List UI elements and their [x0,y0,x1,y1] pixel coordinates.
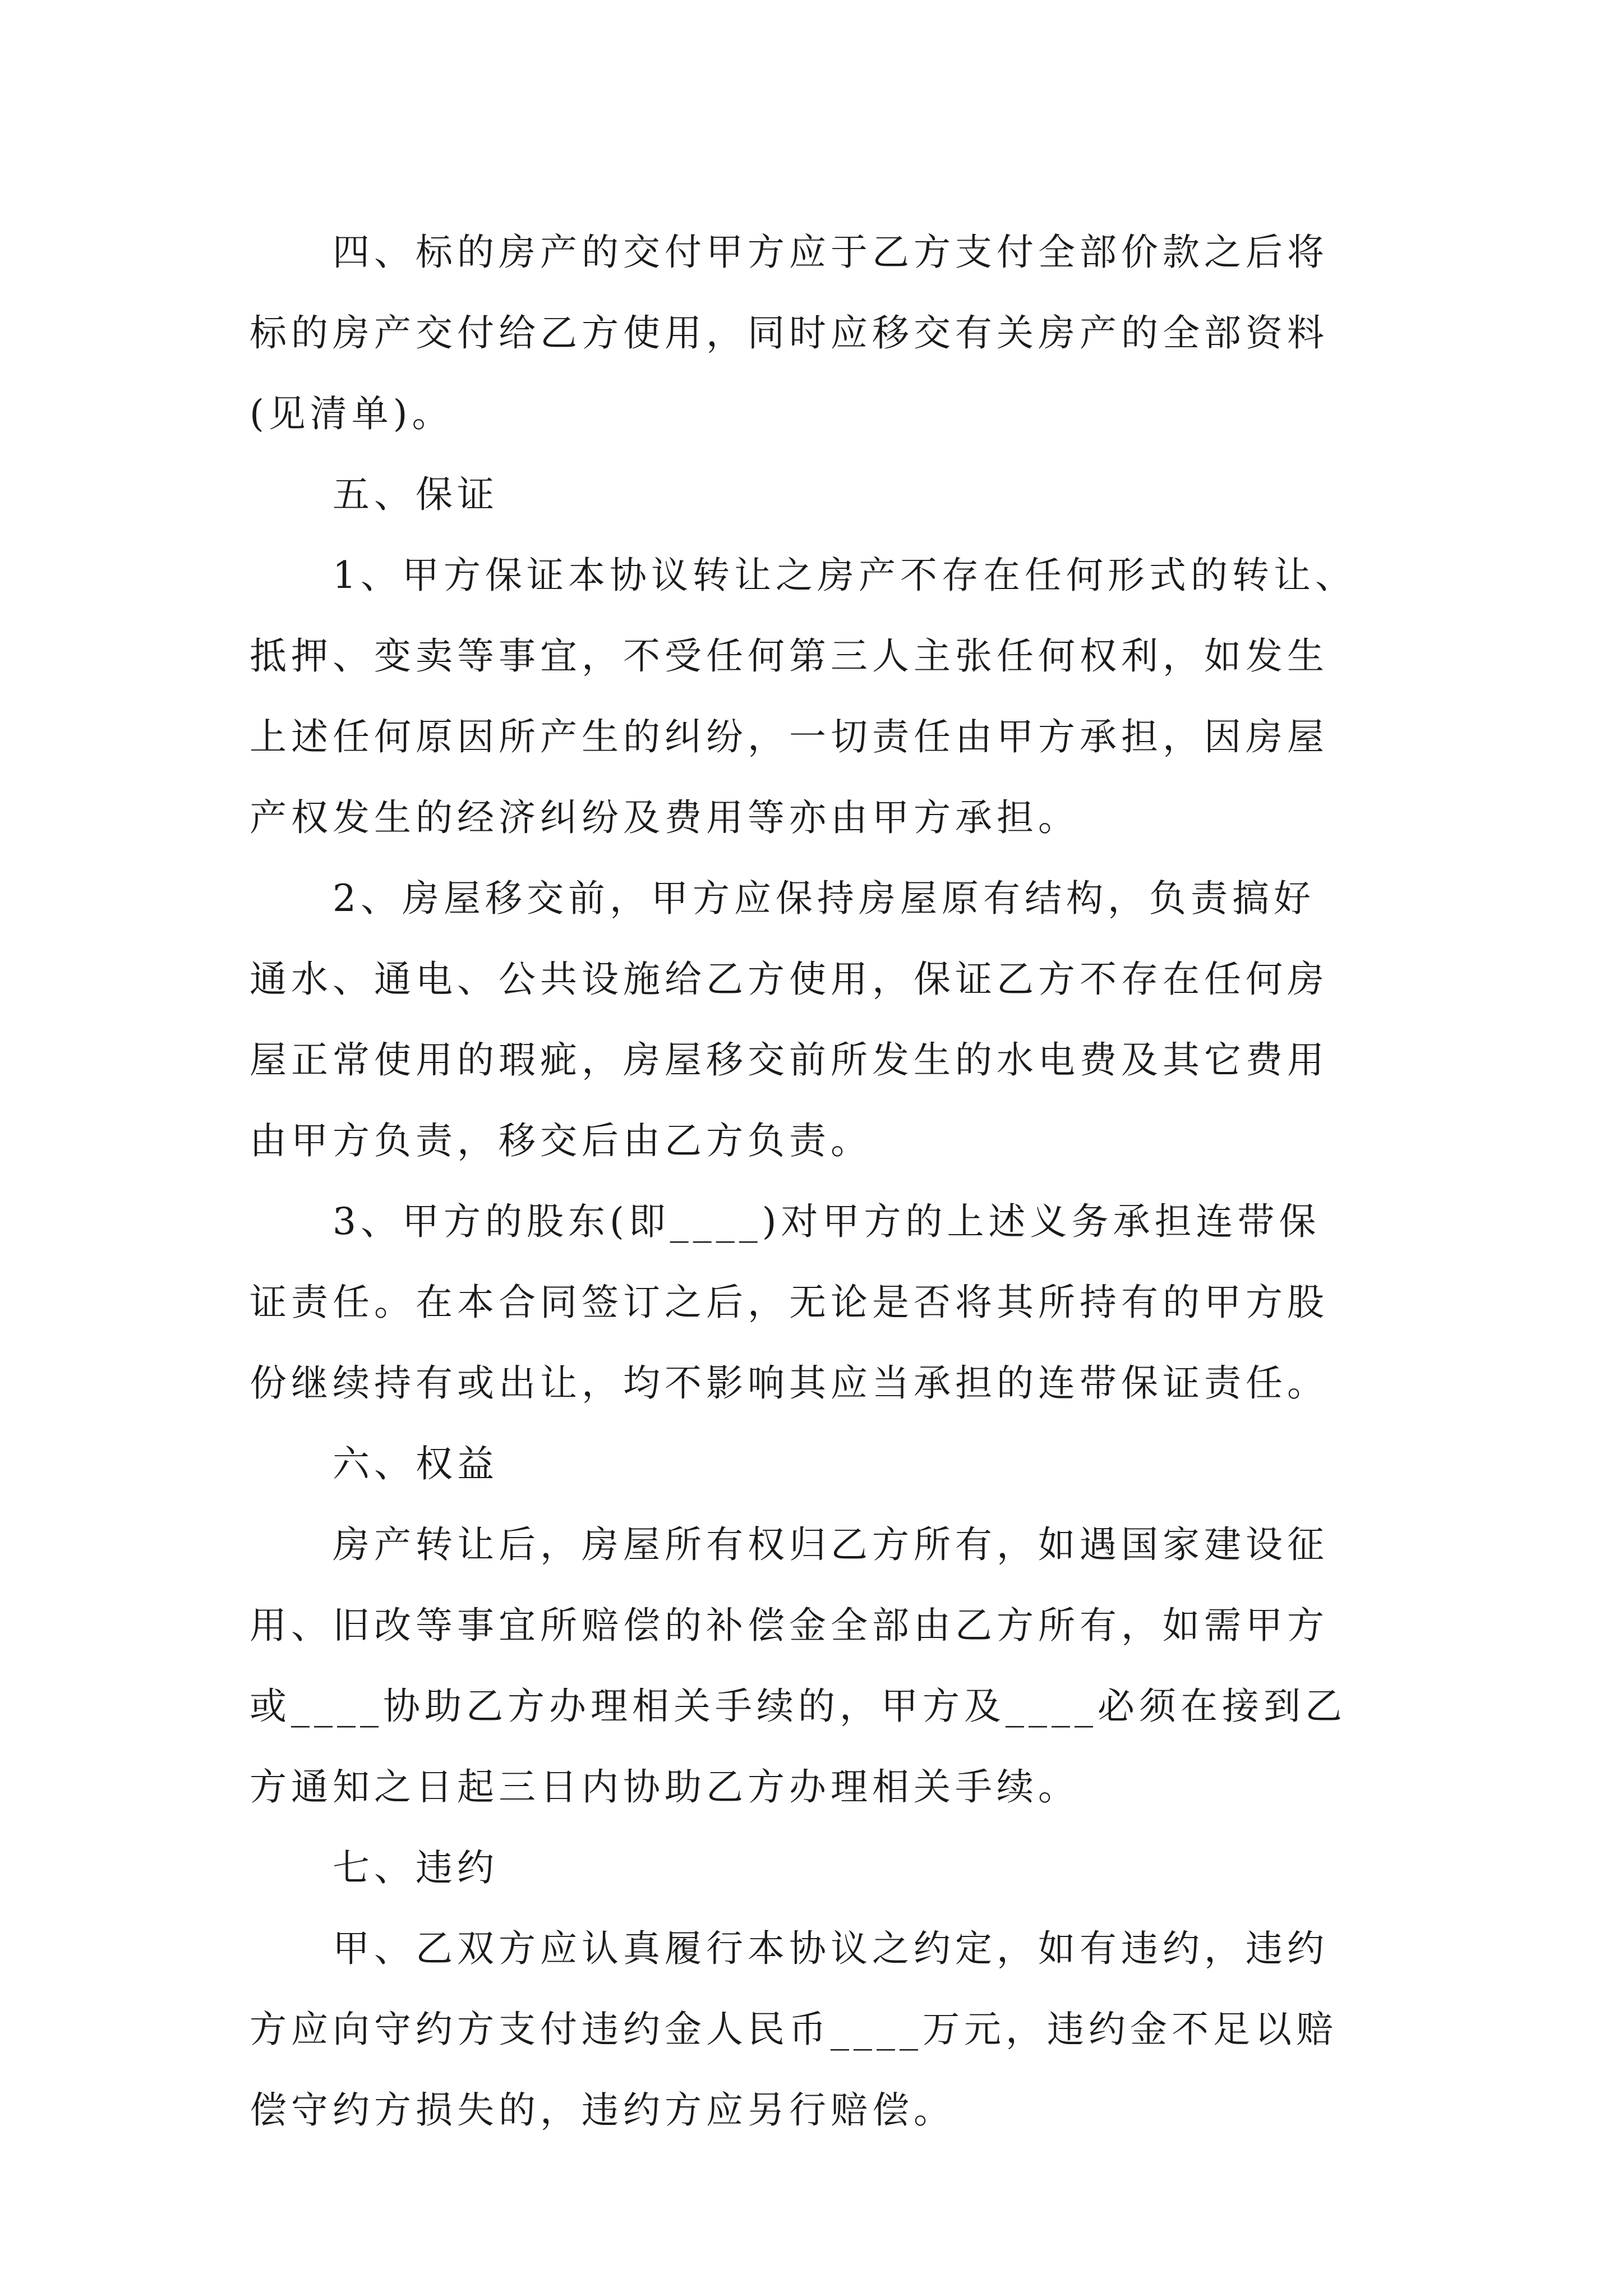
paragraph-line: 上述任何原因所产生的纠纷，一切责任由甲方承担，因房屋 [250,715,1329,758]
paragraph-line: 抵押、变卖等事宜，不受任何第三人主张任何权利，如发生 [250,634,1329,678]
paragraph-line: 方应向守约方支付违约金人民币____万元，违约金不足以赔 [250,2008,1338,2051]
paragraph-line: 标的房产交付给乙方使用，同时应移交有关房产的全部资料 [250,311,1329,355]
paragraph-line: 2、房屋移交前，甲方应保持房屋原有结构，负责搞好 [333,877,1315,920]
paragraph-line: 由甲方负责，移交后由乙方负责。 [250,1119,872,1162]
paragraph-line: 3、甲方的股东(即____)对甲方的上述义务承担连带保 [333,1200,1321,1243]
paragraph-line: 偿守约方损失的，违约方应另行赔偿。 [250,2088,955,2132]
paragraph-line: 通水、通电、公共设施给乙方使用，保证乙方不存在任何房 [250,958,1329,1001]
paragraph-line: 方通知之日起三日内协助乙方办理相关手续。 [250,1765,1080,1809]
paragraph-line: 产权发生的经济纠纷及费用等亦由甲方承担。 [250,796,1080,839]
section-heading: 五、保证 [333,473,499,516]
section-heading: 七、违约 [333,1846,499,1889]
paragraph-line: 用、旧改等事宜所赔偿的补偿金全部由乙方所有，如需甲方 [250,1604,1329,1647]
section-heading: 六、权益 [333,1442,499,1485]
paragraph-line: 屋正常使用的瑕疵，房屋移交前所发生的水电费及其它费用 [250,1038,1329,1082]
paragraph-line: 份继续持有或出让，均不影响其应当承担的连带保证责任。 [250,1361,1329,1405]
paragraph-line: 房产转让后，房屋所有权归乙方所有，如遇国家建设征 [333,1523,1329,1566]
document-body [250,212,1394,2151]
paragraph-line: (见清单)。 [250,392,454,435]
paragraph-line: 1、甲方保证本协议转让之房产不存在任何形式的转让、 [333,554,1357,597]
paragraph-line: 或____协助乙方办理相关手续的，甲方及____必须在接到乙 [250,1685,1347,1728]
paragraph-line: 四、标的房产的交付甲方应于乙方支付全部价款之后将 [333,231,1329,274]
paragraph-line: 甲、乙双方应认真履行本协议之约定，如有违约，违约 [333,1927,1329,1970]
paragraph-line: 证责任。在本合同签订之后，无论是否将其所持有的甲方股 [250,1281,1329,1324]
